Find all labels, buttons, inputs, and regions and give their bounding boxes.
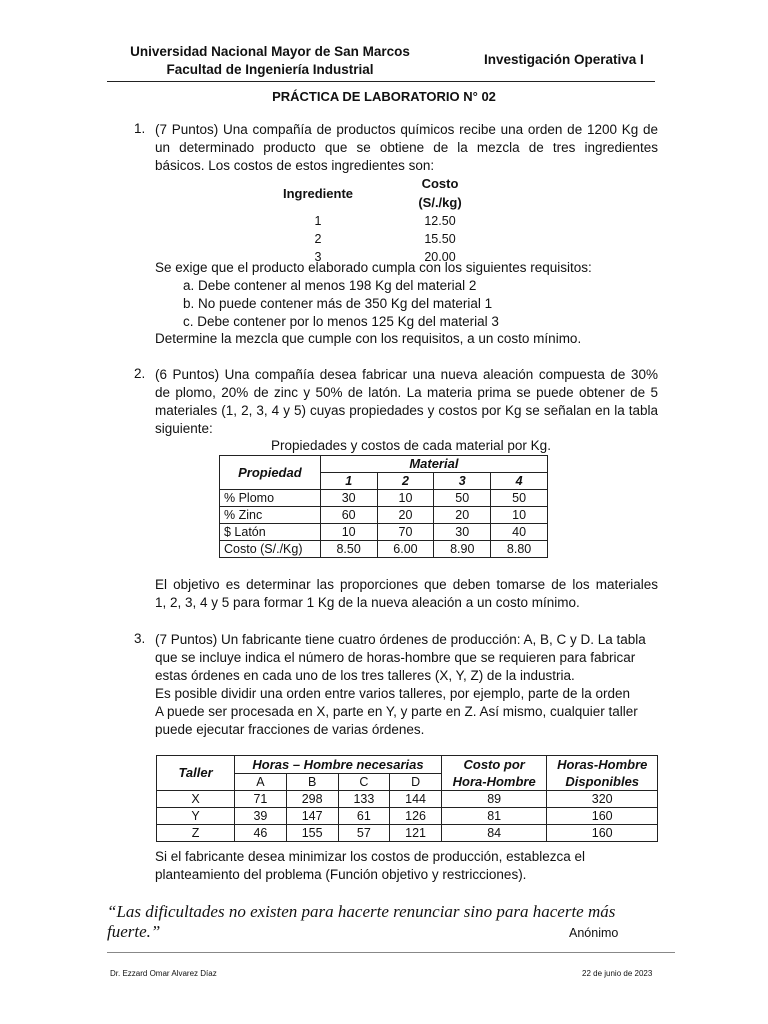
footer-divider — [107, 952, 675, 953]
q2-cell: 30 — [434, 524, 491, 541]
q1-line: un determinado producto que se obtiene de la mezcla de tres ingredientes — [155, 140, 658, 155]
q1-requirement: c. Debe contener por lo menos 125 Kg del material 3 — [183, 314, 499, 329]
q2-material-id: 1 — [320, 473, 377, 490]
table-row — [262, 230, 506, 248]
q3-order-id: A — [235, 774, 287, 791]
q1-ingredient: 2 — [314, 232, 322, 246]
q1-closing: Determine la mezcla que cumple con los requisitos, a un costo mínimo. — [155, 331, 582, 346]
q2-cell: 8.80 — [491, 541, 548, 558]
table-row — [157, 791, 658, 808]
q2-closing-line: 1, 2, 3, 4 y 5 para formar 1 Kg de la nueva aleación a un costo mínimo. — [155, 595, 580, 610]
q3-order-id: D — [390, 774, 442, 791]
q2-cell: 20 — [377, 507, 434, 524]
table-row — [220, 524, 548, 541]
q3-col-avail: Horas-Hombre — [547, 756, 658, 774]
q3-line: estas órdenes en cada uno de los tres talleres (X, Y, Z) de la industria. — [155, 668, 575, 683]
q2-cell: 10 — [491, 507, 548, 524]
q3-hours: 298 — [286, 791, 338, 808]
q1-statement — [155, 121, 658, 175]
q2-cell: 8.50 — [320, 541, 377, 558]
q2-cell: 20 — [434, 507, 491, 524]
q3-line: que se incluye indica el número de horas-hombre que se requieren para fabricar — [155, 650, 636, 665]
q2-row-label: % Plomo — [220, 490, 321, 507]
q3-hours: 133 — [338, 791, 390, 808]
q2-row-label: $ Latón — [220, 524, 321, 541]
q3-col-taller: Taller — [157, 756, 235, 791]
table-row — [157, 808, 658, 825]
q3-order-id: C — [338, 774, 390, 791]
page-title: PRÁCTICA DE LABORATORIO N° 02 — [272, 89, 496, 104]
q3-statement — [155, 631, 658, 739]
q2-col-property: Propiedad — [220, 456, 321, 490]
table-row — [220, 541, 548, 558]
q1-line: básicos. Los costos de estos ingredientes son: — [155, 158, 435, 173]
q3-line: (7 Puntos) Un fabricante tiene cuatro órdenes de producción: A, B, C y D. La tabla — [155, 632, 646, 647]
faculty-name: Facultad de Ingeniería Industrial — [166, 62, 374, 77]
header-divider — [107, 81, 655, 82]
q2-statement — [155, 366, 658, 438]
q2-cell: 6.00 — [377, 541, 434, 558]
q3-line: Es posible dividir una orden entre varios talleres, por ejemplo, parte de la orden — [155, 686, 631, 701]
q2-material-id: 2 — [377, 473, 434, 490]
q3-cost: 89 — [441, 791, 546, 808]
q1-requirements-intro: Se exige que el producto elaborado cumpla con los siguientes requisitos: — [155, 260, 592, 275]
q1-requirement: b. No puede contener más de 350 Kg del material 1 — [183, 296, 493, 311]
q3-taller: Z — [157, 825, 235, 842]
q3-avail: 160 — [547, 808, 658, 825]
q3-hours: 155 — [286, 825, 338, 842]
q2-cell: 8.90 — [434, 541, 491, 558]
q2-line: de plomo, 20% de zinc y 50% de latón. La materia prima se puede obtener de 5 — [155, 385, 658, 400]
q3-hours: 46 — [235, 825, 287, 842]
table-row — [157, 825, 658, 842]
q2-row-label: Costo (S/./Kg) — [220, 541, 321, 558]
quote-line: fuerte.” — [107, 922, 161, 941]
q3-line: puede ejecutar fracciones de varias órdenes. — [155, 722, 425, 737]
q1-col-cost-unit: (S/./kg) — [418, 195, 462, 210]
q2-cell: 40 — [491, 524, 548, 541]
q2-cell: 50 — [434, 490, 491, 507]
q2-cell: 10 — [377, 490, 434, 507]
q3-col-cost: Costo por — [441, 756, 546, 774]
q3-order-id: B — [286, 774, 338, 791]
q2-row-label: % Zinc — [220, 507, 321, 524]
q2-line: (6 Puntos) Una compañía desea fabricar una nueva aleación compuesta de 30% — [155, 367, 658, 382]
q2-material-id: 3 — [434, 473, 491, 490]
q3-workshop-table — [156, 755, 658, 842]
quote-line: “Las dificultades no existen para hacerte renunciar sino para hacerte más — [107, 902, 616, 921]
q1-cost: 15.50 — [424, 232, 456, 246]
table-row — [262, 212, 506, 230]
q3-col-hours: Horas – Hombre necesarias — [235, 756, 442, 774]
q1-requirement: a. Debe contener al menos 198 Kg del material 2 — [183, 278, 477, 293]
table-row — [220, 507, 548, 524]
q3-cost: 81 — [441, 808, 546, 825]
institution-header — [120, 43, 420, 79]
q3-hours: 121 — [390, 825, 442, 842]
q3-hours: 39 — [235, 808, 287, 825]
q3-avail: 320 — [547, 791, 658, 808]
q3-line: A puede ser procesada en X, parte en Y, y parte en Z. Así mismo, cualquier taller — [155, 704, 638, 719]
q1-ingredient: 3 — [314, 250, 322, 264]
q3-closing — [155, 848, 665, 884]
q2-table-caption: Propiedades y costos de cada material por Kg. — [271, 438, 551, 453]
q2-number: 2. — [134, 366, 146, 381]
q3-hours: 61 — [338, 808, 390, 825]
q3-number: 3. — [134, 631, 146, 646]
q1-col-cost: Costo — [421, 176, 459, 191]
q2-line: siguiente: — [155, 421, 213, 436]
q2-line: materiales (1, 2, 3, 4 y 5) cuyas propiedades y costos por Kg se señalan en la tabla — [155, 403, 658, 418]
q2-closing — [155, 576, 658, 612]
footer-author: Dr. Ezzard Omar Alvarez Díaz — [110, 969, 217, 978]
q3-hours: 126 — [390, 808, 442, 825]
q3-col-cost-2: Hora-Hombre — [441, 774, 546, 791]
q1-cost-table — [262, 174, 506, 266]
course-name: Investigación Operativa I — [484, 52, 644, 67]
q1-requirements-list — [183, 277, 653, 331]
q2-material-table — [219, 455, 548, 558]
quote-author: Anónimo — [569, 926, 619, 940]
q3-col-avail-2: Disponibles — [547, 774, 658, 791]
q1-col-ingredient: Ingrediente — [282, 185, 354, 201]
q3-closing-line: planteamiento del problema (Función objetivo y restricciones). — [155, 867, 527, 882]
q2-cell: 50 — [491, 490, 548, 507]
q3-cost: 84 — [441, 825, 546, 842]
q2-cell: 10 — [320, 524, 377, 541]
q2-closing-line: El objetivo es determinar las proporciones que deben tomarse de los materiales — [155, 577, 658, 592]
q1-cost: 20.00 — [424, 250, 456, 264]
q1-line: (7 Puntos) Una compañía de productos químicos recibe una orden de 1200 Kg de — [155, 122, 658, 137]
table-row — [220, 490, 548, 507]
q1-ingredient: 1 — [314, 214, 322, 228]
q2-cell: 70 — [377, 524, 434, 541]
university-name: Universidad Nacional Mayor de San Marcos — [130, 44, 410, 59]
q3-hours: 147 — [286, 808, 338, 825]
q2-col-material: Material — [320, 456, 547, 473]
q3-taller: X — [157, 791, 235, 808]
q1-cost: 12.50 — [424, 214, 456, 228]
q3-hours: 57 — [338, 825, 390, 842]
q1-number: 1. — [134, 121, 146, 136]
q2-cell: 30 — [320, 490, 377, 507]
q2-cell: 60 — [320, 507, 377, 524]
q3-avail: 160 — [547, 825, 658, 842]
q3-hours: 71 — [235, 791, 287, 808]
q3-taller: Y — [157, 808, 235, 825]
footer-date: 22 de junio de 2023 — [582, 969, 653, 978]
q2-material-id: 4 — [491, 473, 548, 490]
q3-hours: 144 — [390, 791, 442, 808]
q3-closing-line: Si el fabricante desea minimizar los costos de producción, establezca el — [155, 849, 585, 864]
